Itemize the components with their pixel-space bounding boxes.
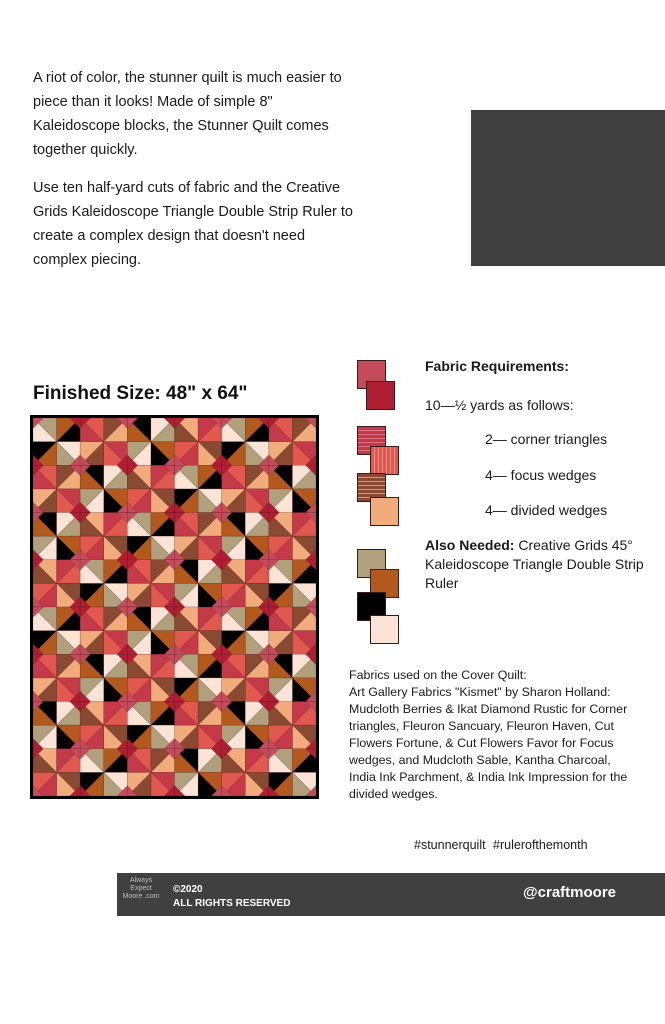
intro-text [33, 66, 363, 286]
social-handle[interactable]: @craftmoore [523, 884, 616, 901]
intro-paragraph-1: A riot of color, the stunner quilt is much easier to piece than it looks! Made of simple 8" Kaleidoscope blocks, the Stunner Quilt comes together quickly. [33, 70, 342, 158]
yardage-summary: 10—½ yards as follows: [425, 397, 574, 413]
fabrics-used-note [349, 667, 639, 803]
dark-panel [471, 110, 665, 266]
also-needed-text: Creative Grids 45° Kaleidoscope Triangle Double Strip Ruler [425, 537, 644, 591]
swatch-divided-4 [370, 615, 399, 644]
rights-reserved: ALL RIGHTS RESERVED [173, 898, 291, 909]
focus-wedges-line: 4— focus wedges [485, 467, 597, 483]
intro-paragraph-2: Use ten half-yard cuts of fabric and the Creative Grids Kaleidoscope Triangle Double Strip Ruler to create a complex design that doesn't need complex piecing. [33, 180, 353, 268]
corner-triangles-line: 2— corner triangles [485, 431, 608, 447]
swatch-focus-4 [370, 497, 399, 526]
finished-size-heading: Finished Size: 48" x 64" [33, 383, 248, 404]
fabrics-used-heading: Fabrics used on the Cover Quilt: [349, 668, 527, 682]
copyright-block [173, 883, 290, 911]
fabric-requirements-title: Fabric Requirements: [425, 358, 569, 374]
footer-bar [117, 873, 665, 916]
swatch-corner-2 [366, 381, 395, 410]
swatch-focus-2 [370, 446, 399, 475]
quilt-image [30, 415, 319, 799]
quilt-illustration [33, 418, 316, 796]
also-needed [425, 536, 650, 593]
divided-wedges-line: 4— divided wedges [485, 502, 608, 518]
fabrics-used-body: Art Gallery Fabrics "Kismet" by Sharon Holland: Mudcloth Berries & Ikat Diamond Rustic for Corner triangles, Fleuron Sancuary, Fleuron Haven, Cut Flowers Fortune, & Cut Flowers Favor for Focus wedges, and Mudcloth Sable, Kantha Charcoal, India Ink Parchment, & India Ink Impression for the divided wedges. [349, 685, 628, 801]
also-needed-label: Also Needed: [425, 537, 515, 553]
copyright-year: ©2020 [173, 884, 203, 895]
hashtags: #stunnerquilt #rulerofthemonth [414, 838, 588, 852]
logo: Always Expect Moore .com [122, 877, 160, 900]
